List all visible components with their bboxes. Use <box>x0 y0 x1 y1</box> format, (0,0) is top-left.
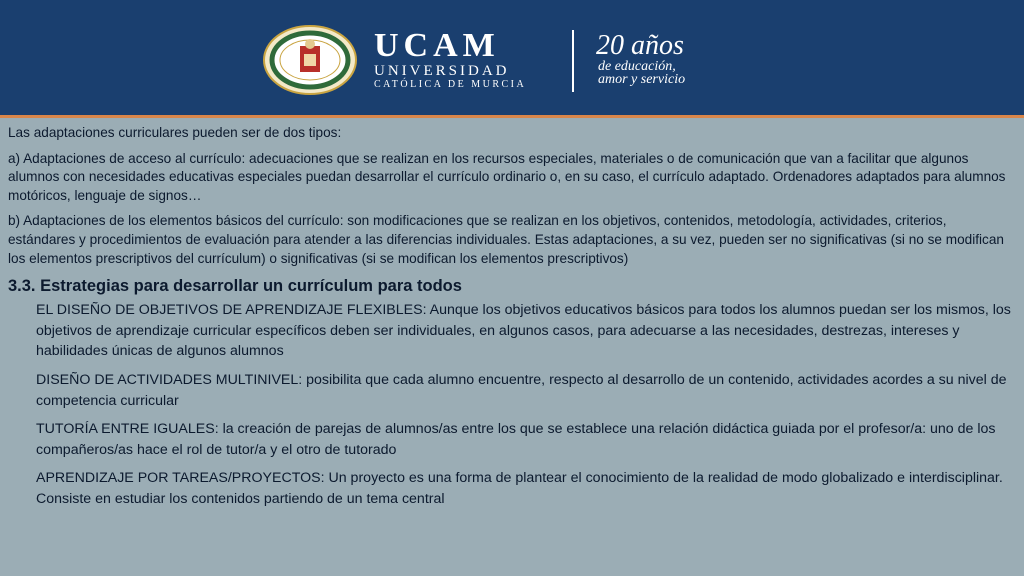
header-banner <box>0 0 1024 115</box>
paragraph-b: b) Adaptaciones de los elementos básicos del currículo: son modificaciones que se realizan en los objetivos, contenidos, metodología, actividades, criterios, estándares y procedimientos de evaluación para atender a las diferencias individuales. Estas adaptaciones, a su vez, pueden ser no significativas (si no se modifican los elementos prescriptivos del currículum) o significativas (si se modifican los elementos prescriptivos) <box>8 213 1004 266</box>
ucam-wordmark <box>374 27 554 92</box>
ucam-title: UCAM <box>374 27 500 64</box>
strategy-item: APRENDIZAJE POR TAREAS/PROYECTOS: Un proyecto es una forma de plantear el conocimiento de la realidad de modo globalizado e interdisciplinar. Consiste en estudiar los contenidos partiendo de un tema central <box>36 470 1003 507</box>
university-seal-logo <box>262 24 358 96</box>
anniversary-line-2: amor y servicio <box>598 72 686 87</box>
university-label: UNIVERSIDAD <box>374 63 510 79</box>
intro-text: Las adaptaciones curriculares pueden ser de dos tipos: <box>8 125 342 140</box>
strategy-item: TUTORÍA ENTRE IGUALES: la creación de parejas de alumnos/as entre los que se establece una relación didáctica guiada por el profesor/a: uno de los compañeros/as hace el rol de tutor/a y el otro de tutorado <box>36 421 996 458</box>
strategy-item: EL DISEÑO DE OBJETIVOS DE APRENDIZAJE FLEXIBLES: Aunque los objetivos educativos básicos para todos los alumnos puedan ser los mismos, los objetivos de aprendizaje curricular específicos deben ser individuales, en algunos casos, para adecuarse a las necesidades, destrezas, intereses y habilidades únicas de algunos alumnos <box>36 302 1011 360</box>
anniversary-title: 20 años <box>596 30 684 61</box>
anniversary-logo <box>596 32 766 92</box>
header-divider <box>572 30 574 92</box>
slide-content <box>8 124 1012 518</box>
strategy-item: DISEÑO DE ACTIVIDADES MULTINIVEL: posibilita que cada alumno encuentre, respecto al desarrollo de un contenido, actividades acordes a su nivel de competencia curricular <box>36 371 1007 409</box>
header-accent-line <box>0 115 1024 118</box>
anniversary-line-1: de educación, <box>598 59 676 74</box>
paragraph-a: a) Adaptaciones de acceso al currículo: adecuaciones que se realizan en los recursos especiales, materiales o de comunicación que van a facilitar que algunos alumnos con necesidades educativas especiales puedan desarrollar el currículo ordinario o, en su caso, el currículo adaptado. Ordenadores adaptados para alumnos motóricos, lenguaje de signos… <box>8 150 1006 203</box>
section-heading: 3.3. Estrategias para desarrollar un currículum para todos <box>8 277 462 296</box>
catolica-label: CATÓLICA DE MURCIA <box>374 79 527 90</box>
